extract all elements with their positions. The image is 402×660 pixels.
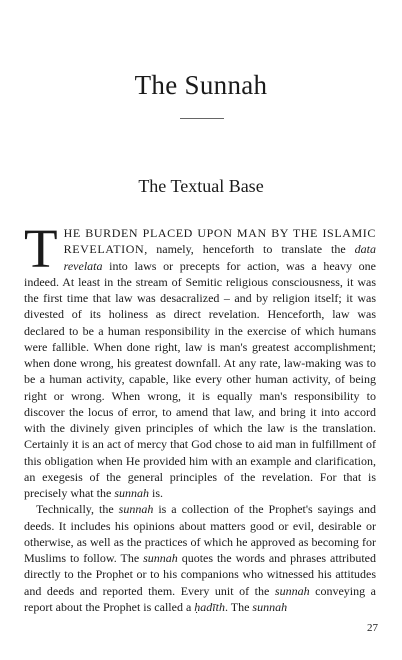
italic-term: sunnah [118,502,154,517]
chapter-title: The Sunnah [134,70,268,100]
page-number: 27 [367,622,378,634]
body-text [24,218,377,615]
drop-cap: T [24,218,58,279]
small-caps-opening: HE BURDEN PLACED UPON MAN BY THE ISLAMIC REVELATION [63,226,376,257]
italic-term: sunnah [143,551,178,565]
title-rule [180,118,224,119]
paragraph-2: Technically, the sunnah is a collection of the Prophet's sayings and deeds. It includes his opinions about matters good or evil, desirable or otherwise, as well as the practices of which he approved as becoming for Muslims to follow. The sunnah quotes the words and phrases attributed directly to the Prophet or to his companions who witnessed his attitudes and deeds and reported them. Every unit of the sunnah conveying a report about the Prophet is called a ḥadīth. The sunnah [24,502,377,614]
italic-term: sunnah [114,486,149,500]
section-title: The Textual Base [138,176,264,196]
paragraph-1: THE BURDEN PLACED UPON MAN BY THE ISLAMIC REVELATION, namely, henceforth to translate the data revelata into laws or precepts for action, was a heavy one indeed. At least in the stream of Semitic religious consciousness, it was the first time that law was desacralized – and by religion itself; it was divested of its holiness as direct revelation. Henceforth, law was declared to be a human responsibility in the exercise of which humans were fallible. When done right, law is man's greatest accomplishment; when done wrong, his greatest downfall. At any rate, law-making was to be a human activity, capable, like every other human activity, of being right or wrong. When wrong, it is equally man's responsibility to discover the locus of error, to amend that law, and bring it into accord with the divinely given principles of which the law is the translation. Certainly it is an act of mercy that God chose to aid man in fulfillment of this obligation when He provided him with an example and clarification, an exegesis of the general principles of the revelation. For that is precisely what the sunnah is. [24,218,376,500]
italic-term: sunnah [252,599,288,614]
italic-term: data revelata [63,242,376,273]
italic-term: sunnah [274,583,310,598]
italic-term: ḥadīth [194,599,225,614]
